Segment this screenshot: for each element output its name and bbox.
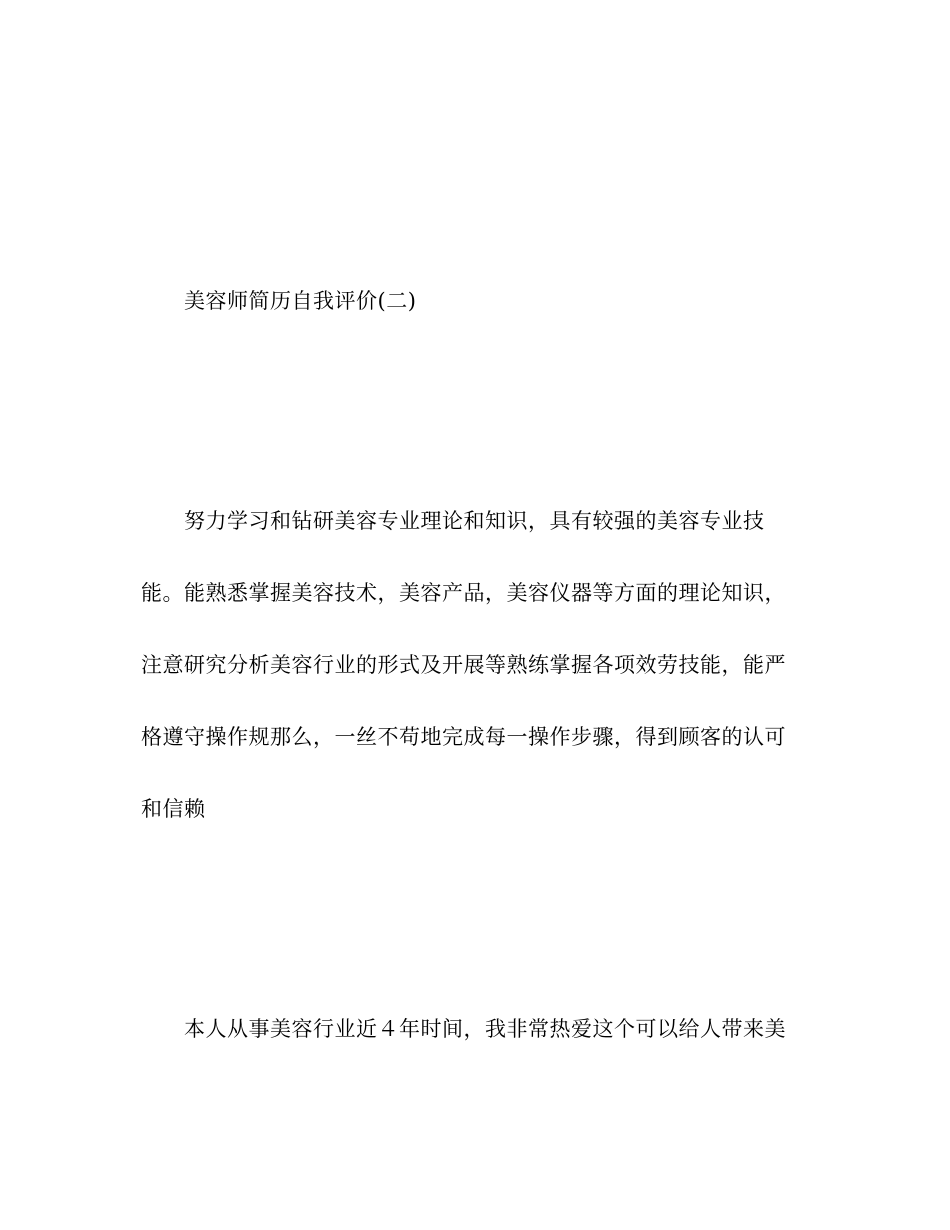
paragraph-line: 注意研究分析美容行业的形式及开展等熟练掌握各项效劳技能，能严: [141, 653, 786, 677]
paragraph-line: 和信赖: [141, 797, 206, 821]
document-heading: 美容师简历自我评价(二): [184, 289, 417, 313]
paragraph-line: 格遵守操作规那么，一丝不苟地完成每一操作步骤，得到顾客的认可: [141, 725, 786, 749]
paragraph-line: 本人从事美容行业近４年时间，我非常热爱这个可以给人带来美: [184, 1017, 786, 1041]
paragraph-line: 能。能熟悉掌握美容技术，美容产品，美容仪器等方面的理论知识，: [141, 581, 786, 605]
paragraph-line: 努力学习和钻研美容专业理论和知识，具有较强的美容专业技: [184, 509, 765, 533]
